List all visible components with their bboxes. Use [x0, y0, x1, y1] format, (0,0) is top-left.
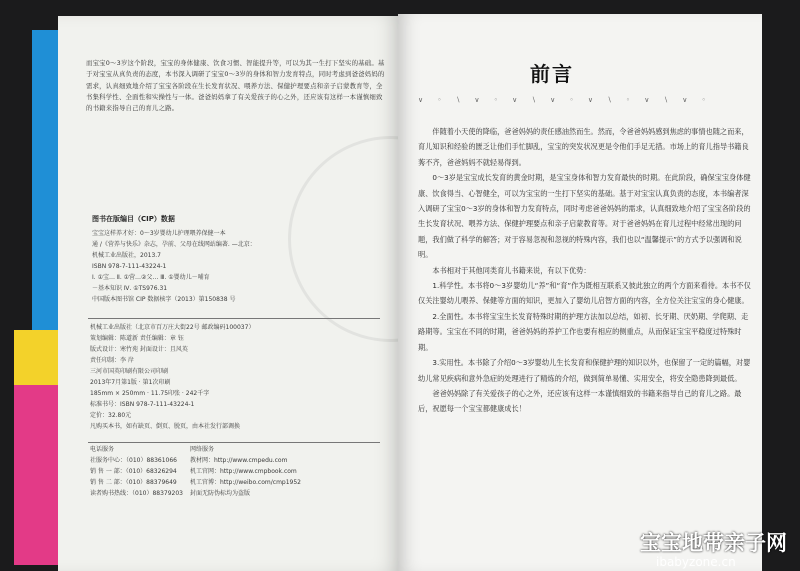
cip-line: 中国版本图书馆 CIP 数据核字（2013）第150838 号	[92, 296, 236, 303]
cip-line: 通 /《营养与快乐》杂志，孕前、父母在线网站编著. —北京：	[92, 241, 256, 248]
preface-paragraph: 3.实用性。本书除了介绍0～3岁婴幼儿生长发育和保健护理的知识以外，也保留了一定的篇幅，对婴幼儿常见疾病和意外急症的处理进行了精炼的介绍，做到简单易懂、实用安全，将安全隐患降到最低。	[418, 358, 751, 383]
publisher-line: 凡购买本书，如有缺页、倒页、脱页，由本社发行部调换	[90, 423, 241, 430]
left-page-intro: 而宝宝0～3岁这个阶段，宝宝的身体健康、饮食习惯、智能提升等，可以为其一生打下坚实的基础。基于对宝宝从真负责的态度，本书深入调研了宝宝0～3岁的身体和智力发育特点，同时考虑到爸爸妈妈的需求，认真细致地介绍了宝宝各阶段在生长发育状况、喂养方法、保健护理要点和亲子启蒙教育等，全书集科学性、全面性和实操性与一体。爸爸妈妈拿了有关爱孩子的心之外，还应该有这样一本谨慎细致的书籍来指导自己的育儿之路。	[86, 59, 385, 113]
preface-paragraph: 1.科学性。本书将0～3岁婴幼儿“养”和“育”作为既相互联系又彼此独立的两个方面来看待。本书不仅仅关注婴幼儿喂养、保健等方面的知识，更加入了婴幼儿启智方面的内容，全方位关注宝宝的身心健康。	[418, 281, 751, 306]
divider	[88, 442, 380, 443]
cip-block	[92, 228, 362, 305]
publisher-line: 标准书号：ISBN 978-7-111-43224-1	[90, 401, 195, 408]
publisher-line: 机械工业出版社（北京市百万庄大街22号 邮政编码100037）	[90, 324, 255, 331]
cip-line: ISBN 978-7-111-43224-1	[92, 263, 167, 270]
contact-right: 机工官博：http://weibo.com/cmp1952	[190, 479, 301, 486]
contact-right: 封面无防伪标均为盗版	[190, 490, 251, 497]
site-watermark-name: 宝宝地带亲子网	[640, 531, 787, 555]
contact-right: 网络服务	[190, 446, 215, 453]
cip-line: Ⅰ. ①宝… Ⅱ. ①营…②父… Ⅲ. ①婴幼儿－哺育	[92, 274, 210, 281]
contact-row	[90, 477, 380, 488]
cip-line: 机械工业出版社，2013.7	[92, 252, 161, 259]
publisher-line: 版式设计：寒竹苑 封面设计：且风英	[90, 346, 188, 353]
preface-paragraph: 本书相对于其他同类育儿书籍来说，有以下优势：	[432, 265, 591, 275]
contact-left: 读者购书热线：（010）88379203	[90, 490, 183, 497]
contact-left: 销 售 二 部：（010）88379649	[90, 479, 177, 486]
site-watermark-url: ibabyzone.cn	[656, 555, 736, 569]
contact-row	[90, 466, 380, 477]
contact-right: 教材网：http://www.cmpedu.com	[190, 457, 288, 464]
contact-row	[90, 444, 380, 455]
divider	[88, 318, 380, 319]
contact-block	[90, 444, 380, 499]
publisher-line: 责任印制：李 岸	[90, 357, 134, 364]
contact-left: 销 售 一 部：（010）68326294	[90, 468, 177, 475]
contact-row	[90, 488, 380, 499]
preface-paragraph: 伴随着小天使的降临，爸爸妈妈的责任感油然而生。然而，令爸爸妈妈感到焦虑的事情也随之而来，育儿知识和经验的匮乏让他们手忙脚乱，宝宝的突发状况更是令他们手足无措。市场上的育儿指导书籍良莠不齐，爸爸妈妈不就轻易得到。	[418, 127, 749, 167]
publisher-line: 定价：32.80元	[90, 412, 132, 419]
preface-title: 前言	[530, 62, 574, 86]
contact-left: 社服务中心：（010）88361066	[90, 457, 177, 464]
contact-row	[90, 455, 380, 466]
cip-heading: 图书在版编目（CIP）数据	[92, 215, 175, 223]
publisher-block	[90, 322, 370, 432]
contact-right: 机工官网：http://www.cmpbook.com	[190, 468, 297, 475]
publisher-line: 185mm × 250mm · 11.75印张 · 242千字	[90, 390, 210, 397]
preface-paragraph: 0～3岁是宝宝成长发育的黄金时期，是宝宝身体和智力发育最快的时期。在此阶段，确保宝宝身体健康、饮食得当、心智健全，可以为宝宝的一生打下坚实的基础。基于对宝宝认真负责的态度，本书编者深入调研了宝宝0～3岁的身体和智力发育特点，同时考虑爸爸妈妈的需求，认真细致地介绍了宝宝各阶段的生长发育状况、喂养方法、保健护理要点和亲子启蒙教育等。对于爸爸妈妈在育儿过程中经常出现的问题，我们做了科学的解答；对于容易忽视和忽视的特殊内容，我们也以“温馨提示”的方式予以强调和说明。	[418, 173, 751, 260]
publisher-line: 2013年7月第1版 · 第1次印刷	[90, 379, 171, 386]
preface-paragraph: 2.全面性。本书将宝宝生长发育特殊时期的护理方法加以总结，如初、长牙期、厌奶期、学爬期、走路期等。宝宝在不同的时期，爸爸妈妈的养护工作也要有相应的侧重点，从而保证宝宝平稳度过特殊时期。	[418, 311, 749, 352]
publisher-line: 三河市国英印刷有限公司印刷	[90, 368, 169, 375]
contact-left: 电话服务	[90, 446, 115, 453]
publisher-line: 策划编辑：陈道新 责任编辑：章 钰	[90, 335, 184, 342]
preface-body	[418, 124, 751, 417]
preface-paragraph: 爸爸妈妈除了有关爱孩子的心之外，还应该有这样一本谨慎细致的书籍来指导自己的育儿之路。最后，祝愿每一个宝宝都健康成长！	[418, 388, 742, 414]
cip-line: －基本知识 Ⅳ. ①TS976.31	[92, 285, 168, 292]
decorative-border: ∨ ◦ ∖ ∨ ◦ ∨ ∖ ∨ ◦ ∨ ∖ ◦ ∨ ∖ ∨ ◦	[418, 96, 712, 104]
cip-line: 宝宝这样养才好：0～3岁婴幼儿护理喂养保健一本	[92, 230, 226, 237]
